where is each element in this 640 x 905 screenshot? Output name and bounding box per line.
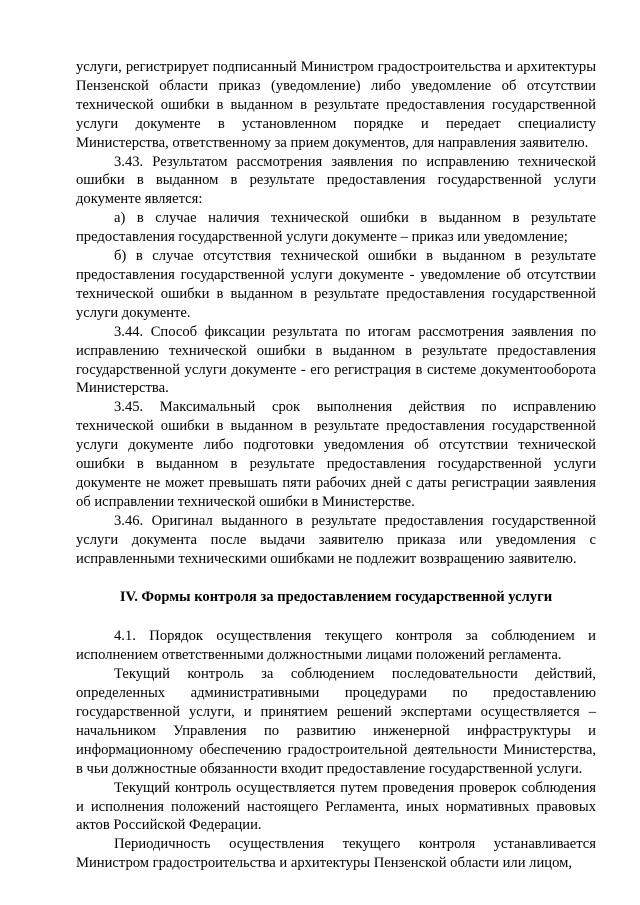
paragraph-current-control: Текущий контроль за соблюдением последовательности действий, определенных административными процедурами по предоставлению государственной услуги, и принятием решений экспертами осуществляется – начальником Управления по развитию инженерной инфраструктуры и информационному обеспечению градостроительной деятельности Министерства, в чьи должностные обязанности входит предоставление государственной услуги. <box>76 666 596 777</box>
paragraph-3-43-a: а) в случае наличия технической ошибки в выданном в результате предоставления государственной услуги документе – приказ или уведомление; <box>76 210 596 246</box>
section-heading: IV. Формы контроля за предоставлением государственной услуги <box>119 589 553 606</box>
paragraph-4-1: 4.1. Порядок осуществления текущего контроля за соблюдением и исполнением ответственными должностными лицами положений регламента. <box>76 628 596 664</box>
paragraph-3-44: 3.44. Способ фиксации результата по итогам рассмотрения заявления по исправлению технической ошибки в выданном в результате предоставления государственной услуги документе - его регистрация в системе документооборота Министерства. <box>76 323 596 397</box>
paragraph-control-method: Текущий контроль осуществляется путем проведения проверок соблюдения и исполнения положений настоящего Регламента, иных нормативных правовых актов Российской Федерации. <box>76 779 596 834</box>
paragraph-3-46: 3.46. Оригинал выданного в результате предоставления государственной услуги документа после выдачи заявителю приказа или уведомления с исправленными техническими ошибками не подлежит возвращению заявителю. <box>76 512 596 567</box>
paragraph-3-43: 3.43. Результатом рассмотрения заявления по исправлению технической ошибки в выданном в результате предоставления государственной услуги документе является: <box>76 153 596 208</box>
paragraph-continuation: услуги, регистрирует подписанный Министром градостроительства и архитектуры Пензенской области приказ (уведомление) либо уведомление об отсутствии технической ошибки в выданном в результате предоставления государственной услуги документе в установленном порядке и передает специалисту Министерства, ответственному за прием документов, для направления заявителю. <box>76 59 596 151</box>
paragraph-3-43-b: б) в случае отсутствия технической ошибки в выданном в результате предоставления государственной услуги документе - уведомление об отсутствии технической ошибки в выданном в результате предоставления государственной услуги документе. <box>76 248 596 321</box>
paragraph-3-45: 3.45. Максимальный срок выполнения действия по исправлению технической ошибки в выданном в результате предоставления государственной услуги документе либо подготовки уведомления об отсутствии технической ошибки в выданном в результате предоставления государственной услуги документе не может превышать пяти рабочих дней с даты регистрации заявления об исправлении технической ошибки в Министерстве. <box>76 399 596 510</box>
paragraph-periodicity: Периодичность осуществления текущего контроля устанавливается Министром градостроительства и архитектуры Пензенской области или лицом, <box>76 836 596 872</box>
document-page <box>76 58 596 873</box>
